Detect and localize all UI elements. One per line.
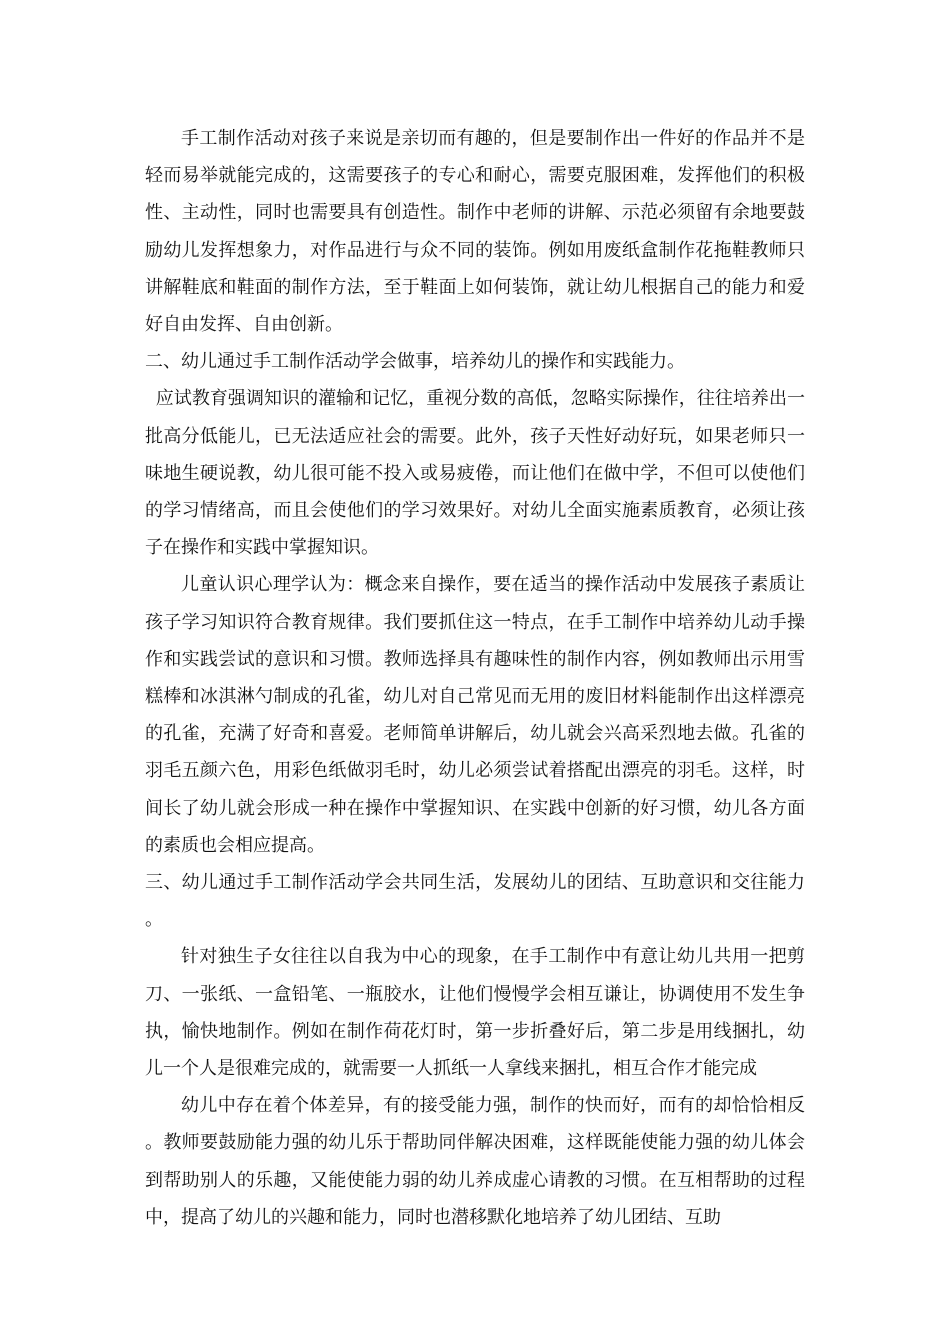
section-heading-2: 二、幼儿通过手工制作活动学会做事，培养幼儿的操作和实践能力。 bbox=[145, 351, 685, 373]
paragraph-child-psychology: 儿童认识心理学认为：概念来自操作，要在适当的操作活动中发展孩子素质让孩子学习知识符合教育规律。我们要抓住这一特点，在手工制作中培养幼儿动手操作和实践尝试的意识和习惯。教师选择具有趣味性的制作内容，例如教师出示用雪糕棒和冰淇淋勺制成的孔雀，幼儿对自己常见而无用的废旧材料能制作出这样漂亮的孔雀，充满了好奇和喜爱。老师简单讲解后，幼儿就会兴高采烈地去做。孔雀的羽毛五颜六色，用彩色纸做羽毛时，幼儿必须尝试着搭配出漂亮的羽毛。这样，时间长了幼儿就会形成一种在操作中掌握知识、在实践中创新的好习惯，幼儿各方面的素质也会相应提高。 bbox=[145, 574, 805, 856]
section-heading-3: 三、幼儿通过手工制作活动学会共同生活，发展幼儿的团结、互助意识和交往能力。 bbox=[145, 872, 805, 931]
paragraph-individual-differences: 幼儿中存在着个体差异，有的接受能力强，制作的快而好，而有的却恰恰相反。教师要鼓励能力强的幼儿乐于帮助同伴解决困难，这样既能使能力强的幼儿体会到帮助别人的乐趣，又能使能力弱的幼儿养成虚心请教的习惯。在互相帮助的过程中，提高了幼儿的兴趣和能力，同时也潜移默化地培养了幼儿团结、互助 bbox=[145, 1095, 805, 1228]
paragraph-only-child: 针对独生子女往往以自我为中心的现象，在手工制作中有意让幼儿共用一把剪刀、一张纸、一盒铅笔、一瓶胶水，让他们慢慢学会相互谦让，协调使用不发生争执，愉快地制作。例如在制作荷花灯时，第一步折叠好后，第二步是用线捆扎，幼儿一个人是很难完成的，就需要一人抓纸一人拿线来捆扎，相互合作才能完成 bbox=[145, 946, 805, 1080]
document-body bbox=[145, 120, 805, 1236]
paragraph-handcraft-intro: 手工制作活动对孩子来说是亲切而有趣的，但是要制作出一件好的作品并不是轻而易举就能完成的，这需要孩子的专心和耐心，需要克服困难，发挥他们的积极性、主动性，同时也需要具有创造性。制作中老师的讲解、示范必须留有余地要鼓励幼儿发挥想象力，对作品进行与众不同的装饰。例如用废纸盒制作花拖鞋教师只讲解鞋底和鞋面的制作方法，至于鞋面上如何装饰，就让幼儿根据自己的能力和爱好自由发挥、自由创新。 bbox=[145, 128, 805, 336]
paragraph-exam-education: 应试教育强调知识的灌输和记忆，重视分数的高低，忽略实际操作，往往培养出一批高分低能儿，已无法适应社会的需要。此外，孩子天性好动好玩，如果老师只一味地生硬说教，幼儿很可能不投入或易疲倦，而让他们在做中学，不但可以使他们的学习情绪高，而且会使他们的学习效果好。对幼儿全面实施素质教育，必须让孩子在操作和实践中掌握知识。 bbox=[145, 388, 805, 559]
